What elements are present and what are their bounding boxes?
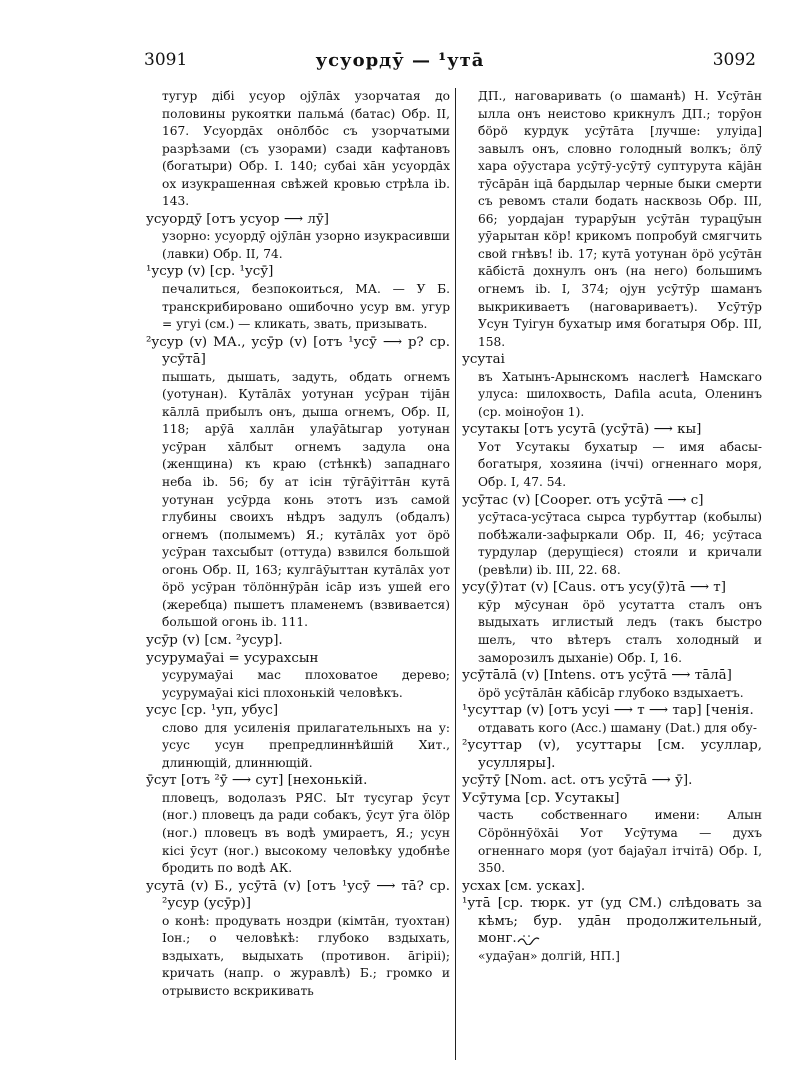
entry-text: пловецъ, водолазъ РЯС. Ыт тусугар ӯсут (ног.) пловецъ да ради собакъ, ӯсут ӯга ölöр (ног.) пловецъ въ водѣ умираетъ, Я.; усун кiсi ӯсут (ног.) высокому человѣку удобнѣе бродить по водѣ АК. bbox=[162, 790, 450, 876]
entry-text: ДП., наговаривать (о шаманѣ) Н. Усӯтāн ылла онъ неистово крикнулъ ДП.; торӯон бöрö курдук усӯтāта [лучше: улуiда] завылъ онъ, словно голодный волкъ; öлӯ хара оӯустара усӯтӯ-усӯтӯ суптурута кājāн тӯсāрāн iцā бардылар черные быки смерти съ ревомъ стали бодать насквозь Обр. III, 66; уордајан турарӯын усӯтāн турацӯын уӯарытан кöр! крикомъ попробуй смягчить свой гнѣвъ! ib. 17; кутā уотунан öрö усӯтāн кāбiстā дохнулъ онъ (на него) большимъ огнемъ ib. I, 374; оjун усӯтӯр шаманъ выкрикиваетъ (наговариваетъ). Усӯтӯр Усун Туiгун бухатыр имя богатыря Обр. III, 158. bbox=[478, 89, 762, 349]
entry-text: öрö усӯтāлāн кāбiсāр глубоко вздыхаетъ. bbox=[478, 685, 744, 700]
entry-headword: усу(ӯ)тат (v) [Caus. отъ усу(ӯ)тā ⟶ т] bbox=[462, 580, 726, 596]
entry-text: «удаӯан» долгій, НП.] bbox=[478, 948, 620, 963]
entry-text: усӯтаса-усӯтаса сырса турбуттар (кобылы) побѣжали-зафыркали Обр. II, 46; усӯтаса турдулар (дерущіеся) стояли и кричали (ревѣли) ib. III, 22. 68. bbox=[478, 510, 762, 577]
page-number-right: 3092 bbox=[712, 50, 756, 70]
page-header bbox=[0, 50, 800, 80]
entry-headword: ¹утā [ср. тюрк. ут (уд СМ.) слѣдовать за кѣмъ; бур. удāн продолжительный, монг. bbox=[462, 896, 762, 947]
entry-text: тугур дiбi усуор оjӯлāх узорчатая до половины рукоятки пальмá (батас) Обр. II, 167. Усуордāх онōлбōс съ узорчатыми разрѣзами (съ узорами) сзади кафтановъ (богатыри) Обр. I. 140; субаі хāн усуордāх ох изукрашенная свѣжей кровью стрѣла ib. 143. bbox=[162, 89, 450, 209]
entry-headword: усус [ср. ¹уп, убус] bbox=[146, 703, 279, 719]
entry-headword: усутакы [отъ усутā (усӯтā) ⟶ кы] bbox=[462, 422, 702, 438]
entry-text: въ Хатынъ-Арынскомъ наслегѣ Намскаго улуса: шилохвость, Dafila acuta, Оленинъ (ср. моiноӯон 1). bbox=[478, 369, 762, 419]
entry-headword: усӯтāлā (v) [Intens. отъ усӯтā ⟶ тāлā] bbox=[462, 668, 732, 684]
column-divider bbox=[455, 88, 456, 1060]
entry-text: узорно: усуордӯ оjӯлāн узорно изукрасивши (лавки) Обр. II, 74. bbox=[162, 229, 450, 261]
entry-headword: усурумаӯаi = усурахсын bbox=[146, 650, 319, 666]
entry-text: усурумаӯаi мас плоховатое дерево; усурумаӯаi кiсi плохонькій человѣкъ. bbox=[162, 668, 450, 700]
entry-headword: усутаі bbox=[462, 352, 505, 368]
entry-headword: усутā (v) Б., усӯтā (v) [отъ ¹усӯ ⟶ тā? ср. ²усур (усӯр)] bbox=[146, 878, 450, 912]
entry-headword: усӯтӯ [Nom. act. отъ усӯтā ⟶ ӯ]. bbox=[462, 773, 693, 789]
entry-text: часть собственнаго имени: Алын Сöрöннӯöхāi Уот Усӯтума — духъ огненнаго моря (уот баjаӯал iтчiтā) Обр. I, 350. bbox=[478, 808, 762, 876]
entry-text: печалиться, безпокоиться, МА. — У Б. транскрибировано ошибочно усур вм. угур = угуi (см.) — кликать, звать, призывать. bbox=[162, 282, 450, 332]
entry-headword: ²усуттар (v), усуттары [см. усуллар, усулляры]. bbox=[462, 738, 762, 771]
entry-text: Уот Усутакы бухатыр — имя абасы-богатыря, хозяина (iччi) огненнаго моря, Обр. I, 47. 54. bbox=[478, 439, 762, 490]
entry-text: кӯр мӯсунан öрö усутатта сталъ онъ выдыхать иглистый ледъ (такъ быстро шелъ, что вѣтеръ сталъ холодный и заморозилъ дыханіе) Обр. I, 16. bbox=[478, 597, 762, 665]
entry-headword: усхах [см. усках]. bbox=[462, 878, 586, 894]
entry-headword: Усӯтума [ср. Усутакы] bbox=[462, 790, 620, 806]
entry-text: отдавать кого (Acc.) шаману (Dat.) для обу- bbox=[478, 720, 757, 735]
entry-text: слово для усиленія прилагательныхъ на у: усус усун препредлиннѣйшій Хит., длинющій, длиннющій. bbox=[162, 720, 450, 770]
mongolian-script-word bbox=[517, 933, 541, 945]
entry-headword: ӯсут [отъ ²ӯ ⟶ сут] [нехонькій. bbox=[146, 773, 368, 789]
entry-text: пышать, дышать, задуть, обдать огнемъ (уотунан). Кутāлāх уотунан усӯран тiјāн кāллā прибылъ онъ, дыша огнемъ, Обр. II, 118; арӯā халлāн улаӯātыгар уотунан усӯран хāлбыт огнемъ задула она (женщина) къ краю (стѣнкѣ) западнаго неба ib. 56; бу ат iсiн тӯгāӯiттāн кутā уотунан усӯрда конь этотъ изъ самой глубины своихъ нѣдръ задулъ (обдалъ) огнемъ (полымемъ) Я.; кутāлāх уот öрö усӯран тахсыбыт (оттуда) взвился большой огонь Обр. II, 163; кулгāӯыттан кутāлāх уот öрö усӯран тöлöннӯрāн iсāр изъ ушей его (жеребца) пышетъ пламенемъ (взвивается) большой огонь ib. 111. bbox=[162, 369, 450, 630]
entry-headword: ¹усур (v) [ср. ¹усӯ] bbox=[146, 264, 274, 280]
entry-headword: усӯтас (v) [Cooper. отъ усӯтā ⟶ с] bbox=[462, 492, 704, 508]
left-column bbox=[146, 88, 450, 1000]
running-title: усуордӯ — ¹утā bbox=[315, 50, 485, 71]
page-number-left: 3091 bbox=[144, 50, 188, 70]
entry-headword: ¹усуттар (v) [отъ усуi ⟶ т ⟶ тар] [ченія. bbox=[462, 703, 754, 719]
entry-headword: усӯр (v) [см. ²усур]. bbox=[146, 632, 283, 648]
entry-headword: усуордӯ [отъ усуор ⟶ лӯ] bbox=[146, 211, 329, 227]
right-column bbox=[462, 88, 762, 965]
entry-text: о конѣ: продувать ноздри (кiмтāн, туохтан) Іон.; о человѣкѣ: глубоко вздыхать, вздыхать, выдыхать (противон. āгiрiі); кричать (напр. о журавлѣ) Б.; громко и отрывисто вскрикивать bbox=[162, 913, 450, 998]
entry-headword: ²усур (v) МА., усӯр (v) [отъ ¹усӯ ⟶ р? ср. усӯтā] bbox=[146, 334, 450, 368]
